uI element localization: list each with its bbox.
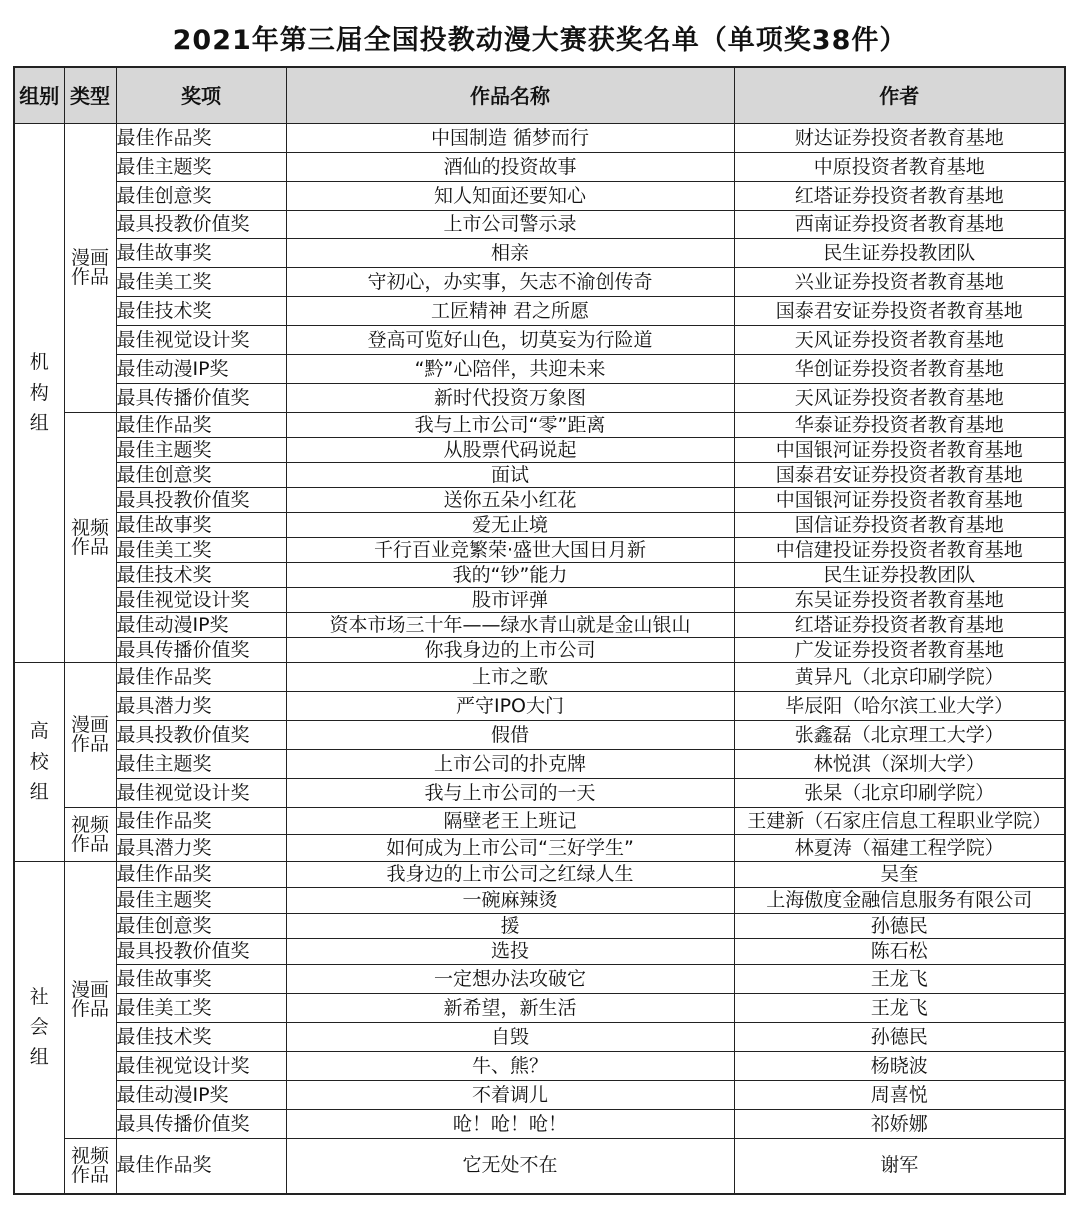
- table-row: [14, 153, 1065, 182]
- award-cell: 最佳作品奖: [116, 808, 286, 835]
- work-title-cell: 我的“钞”能力: [286, 563, 734, 588]
- author-cell: 华泰证券投资者教育基地: [734, 413, 1065, 438]
- type-label: 漫画作品: [70, 714, 109, 755]
- author-cell: 天风证券投资者教育基地: [734, 384, 1065, 413]
- award-cell: 最佳美工奖: [116, 994, 286, 1023]
- award-cell: 最佳视觉设计奖: [116, 588, 286, 613]
- work-title-cell: 假借: [286, 721, 734, 750]
- table-row: [14, 1023, 1065, 1052]
- author-cell: 红塔证券投资者教育基地: [734, 613, 1065, 638]
- author-cell: 张杲（北京印刷学院）: [734, 779, 1065, 808]
- table-row: [14, 750, 1065, 779]
- table-row: [14, 939, 1065, 965]
- work-title-cell: 知人知面还要知心: [286, 182, 734, 211]
- award-cell: 最具传播价值奖: [116, 638, 286, 663]
- award-cell: 最具投教价值奖: [116, 939, 286, 965]
- author-cell: 王龙飞: [734, 965, 1065, 994]
- header-author: 作者: [734, 67, 1065, 124]
- author-cell: 中国银河证券投资者教育基地: [734, 438, 1065, 463]
- work-title-cell: “黔”心陪伴，共迎未来: [286, 355, 734, 384]
- table-row: [14, 1139, 1065, 1194]
- author-cell: 广发证券投资者教育基地: [734, 638, 1065, 663]
- work-title-cell: 隔壁老王上班记: [286, 808, 734, 835]
- award-cell: 最佳故事奖: [116, 513, 286, 538]
- work-title-cell: 送你五朵小红花: [286, 488, 734, 513]
- table-row: [14, 914, 1065, 939]
- table-row: [14, 124, 1065, 153]
- work-title-cell: 牛、熊？: [286, 1052, 734, 1081]
- group-cell: [14, 663, 64, 862]
- award-cell: 最具潜力奖: [116, 835, 286, 862]
- table-row: [14, 888, 1065, 914]
- table-row: [14, 721, 1065, 750]
- work-title-cell: 一碗麻辣烫: [286, 888, 734, 914]
- table-row: [14, 211, 1065, 239]
- group-label: 机构组: [29, 351, 49, 435]
- author-cell: 上海傲度金融信息服务有限公司: [734, 888, 1065, 914]
- work-title-cell: 严守IPO大门: [286, 692, 734, 721]
- award-cell: 最佳技术奖: [116, 297, 286, 326]
- author-cell: 民生证券投教团队: [734, 563, 1065, 588]
- table-body: [14, 124, 1065, 1194]
- work-title-cell: 中国制造 循梦而行: [286, 124, 734, 153]
- award-cell: 最佳故事奖: [116, 965, 286, 994]
- award-cell: 最佳创意奖: [116, 914, 286, 939]
- author-cell: 孙德民: [734, 1023, 1065, 1052]
- work-title-cell: 你我身边的上市公司: [286, 638, 734, 663]
- table-row: [14, 779, 1065, 808]
- award-cell: 最佳视觉设计奖: [116, 1052, 286, 1081]
- table-row: [14, 808, 1065, 835]
- table-row: [14, 268, 1065, 297]
- header-title: 作品名称: [286, 67, 734, 124]
- group-cell: [14, 862, 64, 1194]
- award-cell: 最佳视觉设计奖: [116, 779, 286, 808]
- author-cell: 天风证券投资者教育基地: [734, 326, 1065, 355]
- author-cell: 林夏涛（福建工程学院）: [734, 835, 1065, 862]
- author-cell: 兴业证券投资者教育基地: [734, 268, 1065, 297]
- table-row: [14, 297, 1065, 326]
- type-label: 视频作品: [70, 813, 109, 855]
- author-cell: 吴奎: [734, 862, 1065, 888]
- award-cell: 最佳创意奖: [116, 182, 286, 211]
- award-cell: 最佳美工奖: [116, 538, 286, 563]
- work-title-cell: 不着调儿: [286, 1081, 734, 1110]
- work-title-cell: 新希望，新生活: [286, 994, 734, 1023]
- author-cell: 孙德民: [734, 914, 1065, 939]
- author-cell: 西南证券投资者教育基地: [734, 211, 1065, 239]
- table-row: [14, 413, 1065, 438]
- award-cell: 最佳故事奖: [116, 239, 286, 268]
- award-cell: 最佳主题奖: [116, 888, 286, 914]
- award-cell: 最具潜力奖: [116, 692, 286, 721]
- award-cell: 最佳美工奖: [116, 268, 286, 297]
- table-row: [14, 463, 1065, 488]
- work-title-cell: 工匠精神 君之所愿: [286, 297, 734, 326]
- work-title-cell: 相亲: [286, 239, 734, 268]
- author-cell: 林悦淇（深圳大学）: [734, 750, 1065, 779]
- table-row: [14, 513, 1065, 538]
- table-row: [14, 588, 1065, 613]
- table-header-row: [14, 67, 1065, 124]
- group-cell: [14, 124, 64, 663]
- author-cell: 张鑫磊（北京理工大学）: [734, 721, 1065, 750]
- table-row: [14, 563, 1065, 588]
- work-title-cell: 我身边的上市公司之红绿人生: [286, 862, 734, 888]
- type-label: 漫画作品: [70, 979, 109, 1020]
- work-title-cell: 如何成为上市公司“三好学生”: [286, 835, 734, 862]
- author-cell: 国泰君安证券投资者教育基地: [734, 297, 1065, 326]
- author-cell: 国信证券投资者教育基地: [734, 513, 1065, 538]
- work-title-cell: 一定想办法攻破它: [286, 965, 734, 994]
- author-cell: 民生证券投教团队: [734, 239, 1065, 268]
- author-cell: 东吴证券投资者教育基地: [734, 588, 1065, 613]
- header-award: 奖项: [116, 67, 286, 124]
- author-cell: 红塔证券投资者教育基地: [734, 182, 1065, 211]
- work-title-cell: 酒仙的投资故事: [286, 153, 734, 182]
- work-title-cell: 从股票代码说起: [286, 438, 734, 463]
- table-row: [14, 692, 1065, 721]
- table-row: [14, 1110, 1065, 1139]
- work-title-cell: 面试: [286, 463, 734, 488]
- award-cell: 最佳主题奖: [116, 438, 286, 463]
- author-cell: 毕辰阳（哈尔滨工业大学）: [734, 692, 1065, 721]
- work-title-cell: 千行百业竞繁荣·盛世大国日月新: [286, 538, 734, 563]
- award-cell: 最佳动漫IP奖: [116, 613, 286, 638]
- award-cell: 最佳视觉设计奖: [116, 326, 286, 355]
- table-row: [14, 384, 1065, 413]
- author-cell: 杨晓波: [734, 1052, 1065, 1081]
- work-title-cell: 援: [286, 914, 734, 939]
- award-cell: 最佳技术奖: [116, 1023, 286, 1052]
- group-label: 高校组: [29, 720, 49, 804]
- work-title-cell: 它无处不在: [286, 1139, 734, 1194]
- table-row: [14, 994, 1065, 1023]
- work-title-cell: 上市公司警示录: [286, 211, 734, 239]
- table-row: [14, 326, 1065, 355]
- table-row: [14, 538, 1065, 563]
- work-title-cell: 登高可览好山色，切莫妄为行险道: [286, 326, 734, 355]
- award-cell: 最佳作品奖: [116, 124, 286, 153]
- table-row: [14, 835, 1065, 862]
- type-cell: [64, 663, 116, 808]
- author-cell: 王建新（石家庄信息工程职业学院）: [734, 808, 1065, 835]
- award-cell: 最佳动漫IP奖: [116, 1081, 286, 1110]
- table-row: [14, 1052, 1065, 1081]
- work-title-cell: 上市公司的扑克牌: [286, 750, 734, 779]
- type-cell: [64, 1139, 116, 1194]
- author-cell: 王龙飞: [734, 994, 1065, 1023]
- table-row: [14, 862, 1065, 888]
- table-row: [14, 965, 1065, 994]
- award-cell: 最佳动漫IP奖: [116, 355, 286, 384]
- work-title-cell: 上市之歌: [286, 663, 734, 692]
- table-row: [14, 239, 1065, 268]
- work-title-cell: 股市评弹: [286, 588, 734, 613]
- table-row: [14, 1081, 1065, 1110]
- table-row: [14, 182, 1065, 211]
- award-cell: 最佳作品奖: [116, 413, 286, 438]
- award-cell: 最具传播价值奖: [116, 384, 286, 413]
- award-cell: 最佳作品奖: [116, 862, 286, 888]
- author-cell: 中信建投证券投资者教育基地: [734, 538, 1065, 563]
- work-title-cell: 呛！呛！呛！: [286, 1110, 734, 1139]
- work-title-cell: 选投: [286, 939, 734, 965]
- type-label: 视频作品: [70, 1144, 109, 1186]
- award-cell: 最具投教价值奖: [116, 488, 286, 513]
- author-cell: 华创证券投资者教育基地: [734, 355, 1065, 384]
- type-cell: [64, 124, 116, 413]
- type-cell: [64, 862, 116, 1139]
- award-cell: 最具投教价值奖: [116, 721, 286, 750]
- table-row: [14, 638, 1065, 663]
- work-title-cell: 我与上市公司的一天: [286, 779, 734, 808]
- author-cell: 祁娇娜: [734, 1110, 1065, 1139]
- award-cell: 最具传播价值奖: [116, 1110, 286, 1139]
- award-table: [13, 66, 1066, 1195]
- author-cell: 中国银河证券投资者教育基地: [734, 488, 1065, 513]
- award-cell: 最佳主题奖: [116, 750, 286, 779]
- type-cell: [64, 413, 116, 663]
- work-title-cell: 爱无止境: [286, 513, 734, 538]
- award-cell: 最具投教价值奖: [116, 211, 286, 239]
- work-title-cell: 自毁: [286, 1023, 734, 1052]
- award-cell: 最佳主题奖: [116, 153, 286, 182]
- header-type: 类型: [64, 67, 116, 124]
- group-label: 社会组: [29, 985, 49, 1069]
- author-cell: 财达证券投资者教育基地: [734, 124, 1065, 153]
- table-row: [14, 488, 1065, 513]
- author-cell: 周喜悦: [734, 1081, 1065, 1110]
- table-row: [14, 613, 1065, 638]
- type-cell: [64, 808, 116, 862]
- header-group: 组别: [14, 67, 64, 124]
- author-cell: 陈石松: [734, 939, 1065, 965]
- author-cell: 中原投资者教育基地: [734, 153, 1065, 182]
- page-title: 2021年第三届全国投教动漫大赛获奖名单（单项奖38件）: [172, 25, 908, 56]
- author-cell: 谢军: [734, 1139, 1065, 1194]
- award-cell: 最佳技术奖: [116, 563, 286, 588]
- author-cell: 黄异凡（北京印刷学院）: [734, 663, 1065, 692]
- work-title-cell: 我与上市公司“零”距离: [286, 413, 734, 438]
- table-row: [14, 438, 1065, 463]
- award-cell: 最佳创意奖: [116, 463, 286, 488]
- work-title-cell: 守初心，办实事，矢志不渝创传奇: [286, 268, 734, 297]
- table-row: [14, 663, 1065, 692]
- work-title-cell: 新时代投资万象图: [286, 384, 734, 413]
- type-label: 视频作品: [70, 516, 109, 558]
- type-label: 漫画作品: [70, 247, 109, 288]
- author-cell: 国泰君安证券投资者教育基地: [734, 463, 1065, 488]
- work-title-cell: 资本市场三十年——绿水青山就是金山银山: [286, 613, 734, 638]
- table-row: [14, 355, 1065, 384]
- award-cell: 最佳作品奖: [116, 1139, 286, 1194]
- award-cell: 最佳作品奖: [116, 663, 286, 692]
